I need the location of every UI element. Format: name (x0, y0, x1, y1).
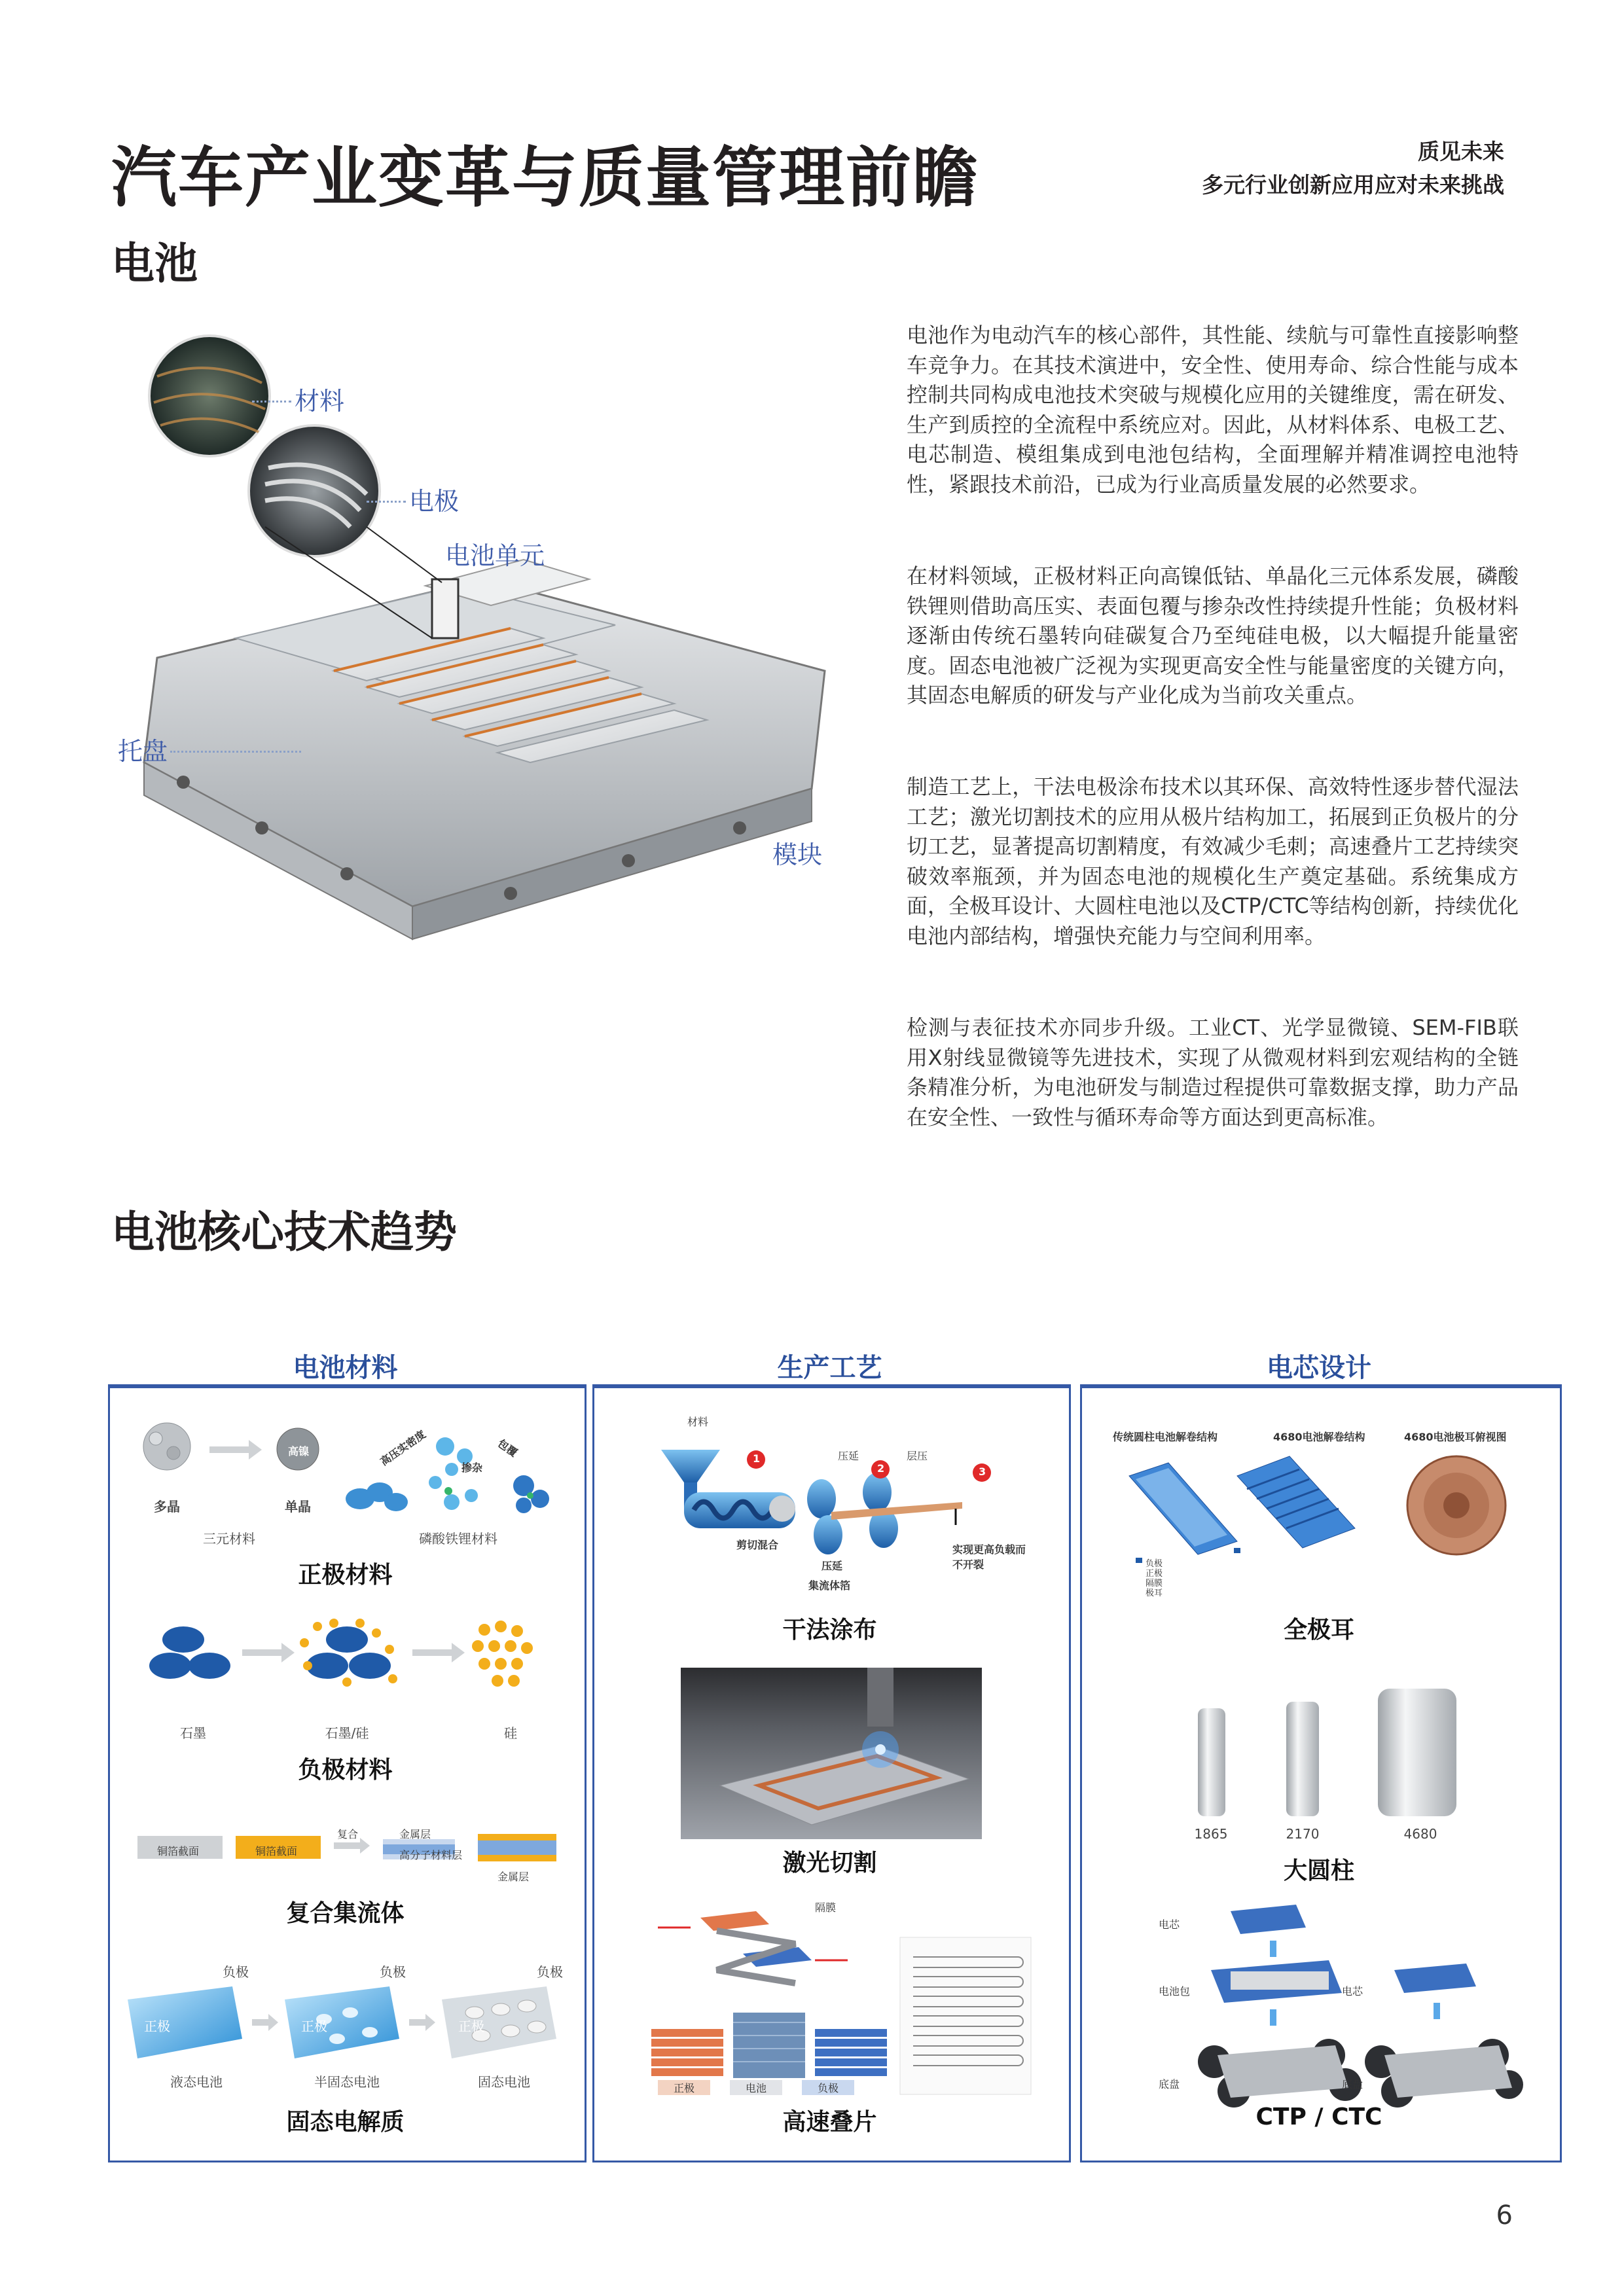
cylinder-label: 大圆柱 (1283, 1857, 1354, 1884)
tagline-primary: 质见未来 (1418, 139, 1504, 164)
callout-module: 模块 (772, 840, 823, 869)
ctp-ctc-label: CTP / CTC (1255, 2104, 1382, 2130)
dry-coating-label: 干法涂布 (782, 1617, 877, 1643)
column-heading-design: 电芯设计 (1267, 1353, 1371, 1383)
tab-caption-1: 传统圆柱电池解卷结构 (1113, 1431, 1218, 1443)
cylinder-diagram (1178, 1689, 1466, 1820)
tab-caption-2: 4680电池解卷结构 (1273, 1431, 1365, 1443)
page-subtitle: 电池 (111, 238, 198, 289)
callout-cell-unit: 电池单元 (445, 541, 545, 570)
ctp-pack-label: 电池包 (1159, 1985, 1191, 1998)
electrolyte-diagram (128, 1980, 573, 2065)
tab-legend-tab: 极耳 (1146, 1588, 1163, 1598)
cathode-lfp-label: 磷酸铁锂材料 (419, 1531, 497, 1547)
stack-separator-label: 隔膜 (815, 1901, 837, 1914)
stack-cell-tag: 电池 (730, 2080, 782, 2095)
dry-shear-mix-label: 剪切混合 (736, 1539, 779, 1551)
tab-legend-neg: 负极 (1146, 1559, 1163, 1569)
callout-material: 材料 (295, 387, 345, 416)
cathode-single-label: 单晶 (285, 1499, 311, 1515)
laser-cutting-image (681, 1668, 982, 1839)
section-title-trends: 电池核心技术趋势 (111, 1207, 457, 1257)
ctc-chassis-label: 底盘 (1342, 2078, 1363, 2090)
stacking-label: 高速叠片 (782, 2109, 877, 2136)
stacking-diagram (645, 1892, 1038, 2101)
dry-press-label: 压延 (821, 1560, 843, 1572)
callout-line-electrode (367, 501, 406, 503)
collector-composite-label: 复合 (337, 1828, 359, 1840)
paragraph-intro: 电池作为电动汽车的核心部件，其性能、续航与可靠性直接影响整车竞争力。在其技术演进中，安全性、使用寿命、综合性能与成本控制共同构成电池技术突破与规模化应用的关键维度，需在研发、生产到质控的全流程中系统应对。因此，从材料体系、电极工艺、电芯制造、模组集成到电池包结构，全面理解并精准调控电池特性，紧跟技术前沿，已成为行业高质量发展的必然要求。 (907, 323, 1519, 497)
ctp-cell-label: 电芯 (1159, 1918, 1180, 1931)
cathode-density-label: 高压实密度 (378, 1427, 428, 1469)
page-title: 汽车产业变革与质量管理前瞻 (111, 139, 979, 216)
electrolyte-label: 固态电解质 (286, 2109, 405, 2136)
ctc-cell-label: 电芯 (1342, 1985, 1363, 1998)
battery-pack-illustration (118, 331, 877, 952)
stack-positive-tag: 正极 (658, 2080, 710, 2095)
collector-label: 复合集流体 (286, 1900, 405, 1927)
dry-step2: 2 (877, 1462, 885, 1475)
cathode-ternary-label: 三元材料 (203, 1531, 255, 1547)
callout-electrode: 电极 (409, 487, 460, 516)
callout-line-tray (170, 751, 301, 753)
cathode-coating-label: 包覆 (495, 1437, 520, 1460)
dry-note-label: 实现更高负载而不开裂 (952, 1543, 1026, 1571)
dry-step1: 1 (753, 1452, 761, 1465)
electrolyte-negative-3: 负极 (537, 1964, 563, 1980)
column-heading-process: 生产工艺 (777, 1353, 882, 1383)
ctp-chassis-label: 底盘 (1159, 2078, 1180, 2090)
laser-cutting-label: 激光切割 (782, 1850, 877, 1876)
electrolyte-negative-2: 负极 (380, 1964, 406, 1980)
anode-diagram (144, 1617, 550, 1695)
tagline-secondary: 多元行业创新应用应对未来挑战 (1202, 172, 1504, 198)
dry-foil-label: 集流体箔 (808, 1579, 851, 1592)
cylinder-1865-label: 1865 (1194, 1826, 1228, 1842)
paragraph-materials: 在材料领域，正极材料正向高镍低钴、单晶化三元体系发展，磷酸铁锂则借助高压实、表面包覆与掺杂改性持续提升性能；负极材料逐渐由传统石墨转向硅碳复合乃至纯硅电极，以大幅提升能量密度。固态电池被广泛视为实现更高安全性与能量密度的关键方向，其固态电解质的研发与产业化成为当前攻关重点。 (907, 564, 1519, 708)
dry-calender-label: 压延 (838, 1450, 859, 1462)
cylinder-2170-label: 2170 (1286, 1826, 1320, 1842)
electrolyte-semi-label: 半固态电池 (314, 2074, 380, 2090)
collector-metal-layer2-label: 金属层 (497, 1871, 530, 1883)
stack-negative-tag: 负极 (802, 2080, 854, 2095)
cathode-doping-label: 掺杂 (461, 1462, 483, 1474)
electrolyte-negative-1: 负极 (223, 1964, 249, 1980)
anode-graphite-label: 石墨 (180, 1725, 206, 1741)
full-tab-label: 全极耳 (1283, 1617, 1354, 1643)
collector-polymer-layer-label: 高分子材料层 (399, 1849, 463, 1861)
tab-legend-pos: 正极 (1146, 1569, 1163, 1579)
electrolyte-liquid-label: 液态电池 (170, 2074, 223, 2090)
paragraph-testing: 检测与表征技术亦同步升级。工业CT、光学显微镜、SEM-FIB联用X射线显微镜等先进技术，实现了从微观材料到宏观结构的全链条精准分析，为电池研发与制造过程提供可靠数据支撑，助力产品在安全性、一致性与循环寿命等方面达到更高标准。 (907, 1015, 1519, 1130)
electrolyte-solid-label: 固态电池 (478, 2074, 530, 2090)
dry-step3: 3 (979, 1465, 986, 1478)
paragraph-manufacturing: 制造工艺上，干法电极涂布技术以其环保、高效特性逐步替代湿法工艺；激光切割技术的应用从极片结构加工，拓展到正负极片的分切工艺，显著提高切割精度，有效减少毛刺；高速叠片工艺持续突破效率瓶颈，并为固态电池的规模化生产奠定基础。系统集成方面，全极耳设计、大圆柱电池以及CTP/CTC等结构创新，持续优化电池内部结构，增强快充能力与空间利用率。 (907, 774, 1519, 948)
electrolyte-positive-2: 正极 (301, 2018, 327, 2034)
anode-silicon-label: 硅 (504, 1725, 517, 1741)
collector-copper-section-label: 铜箔截面 (157, 1845, 200, 1857)
dry-material-label: 材料 (687, 1416, 709, 1428)
callout-tray: 托盘 (118, 737, 168, 766)
full-tab-diagram (1123, 1450, 1542, 1587)
tab-legend-sep: 隔膜 (1146, 1579, 1163, 1588)
cathode-poly-label: 多晶 (154, 1499, 180, 1515)
cathode-high-nickel-label: 高镍 (288, 1445, 310, 1458)
collector-metal-layer-label: 金属层 (399, 1828, 431, 1840)
page-number: 6 (1496, 2200, 1513, 2231)
electrolyte-positive-1: 正极 (144, 2018, 170, 2034)
anode-label: 负极材料 (298, 1757, 393, 1784)
cylinder-4680-label: 4680 (1403, 1826, 1437, 1842)
cathode-label: 正极材料 (298, 1562, 393, 1588)
tab-caption-3: 4680电池极耳俯视图 (1404, 1431, 1507, 1443)
dry-laminate-label: 层压 (907, 1450, 928, 1462)
callout-line-material (252, 401, 291, 403)
anode-graphite-si-label: 石墨/硅 (325, 1725, 369, 1741)
collector-copper-section2-label: 铜箔截面 (255, 1845, 298, 1857)
electrolyte-positive-3: 正极 (458, 2018, 484, 2034)
column-heading-materials: 电池材料 (293, 1353, 398, 1383)
